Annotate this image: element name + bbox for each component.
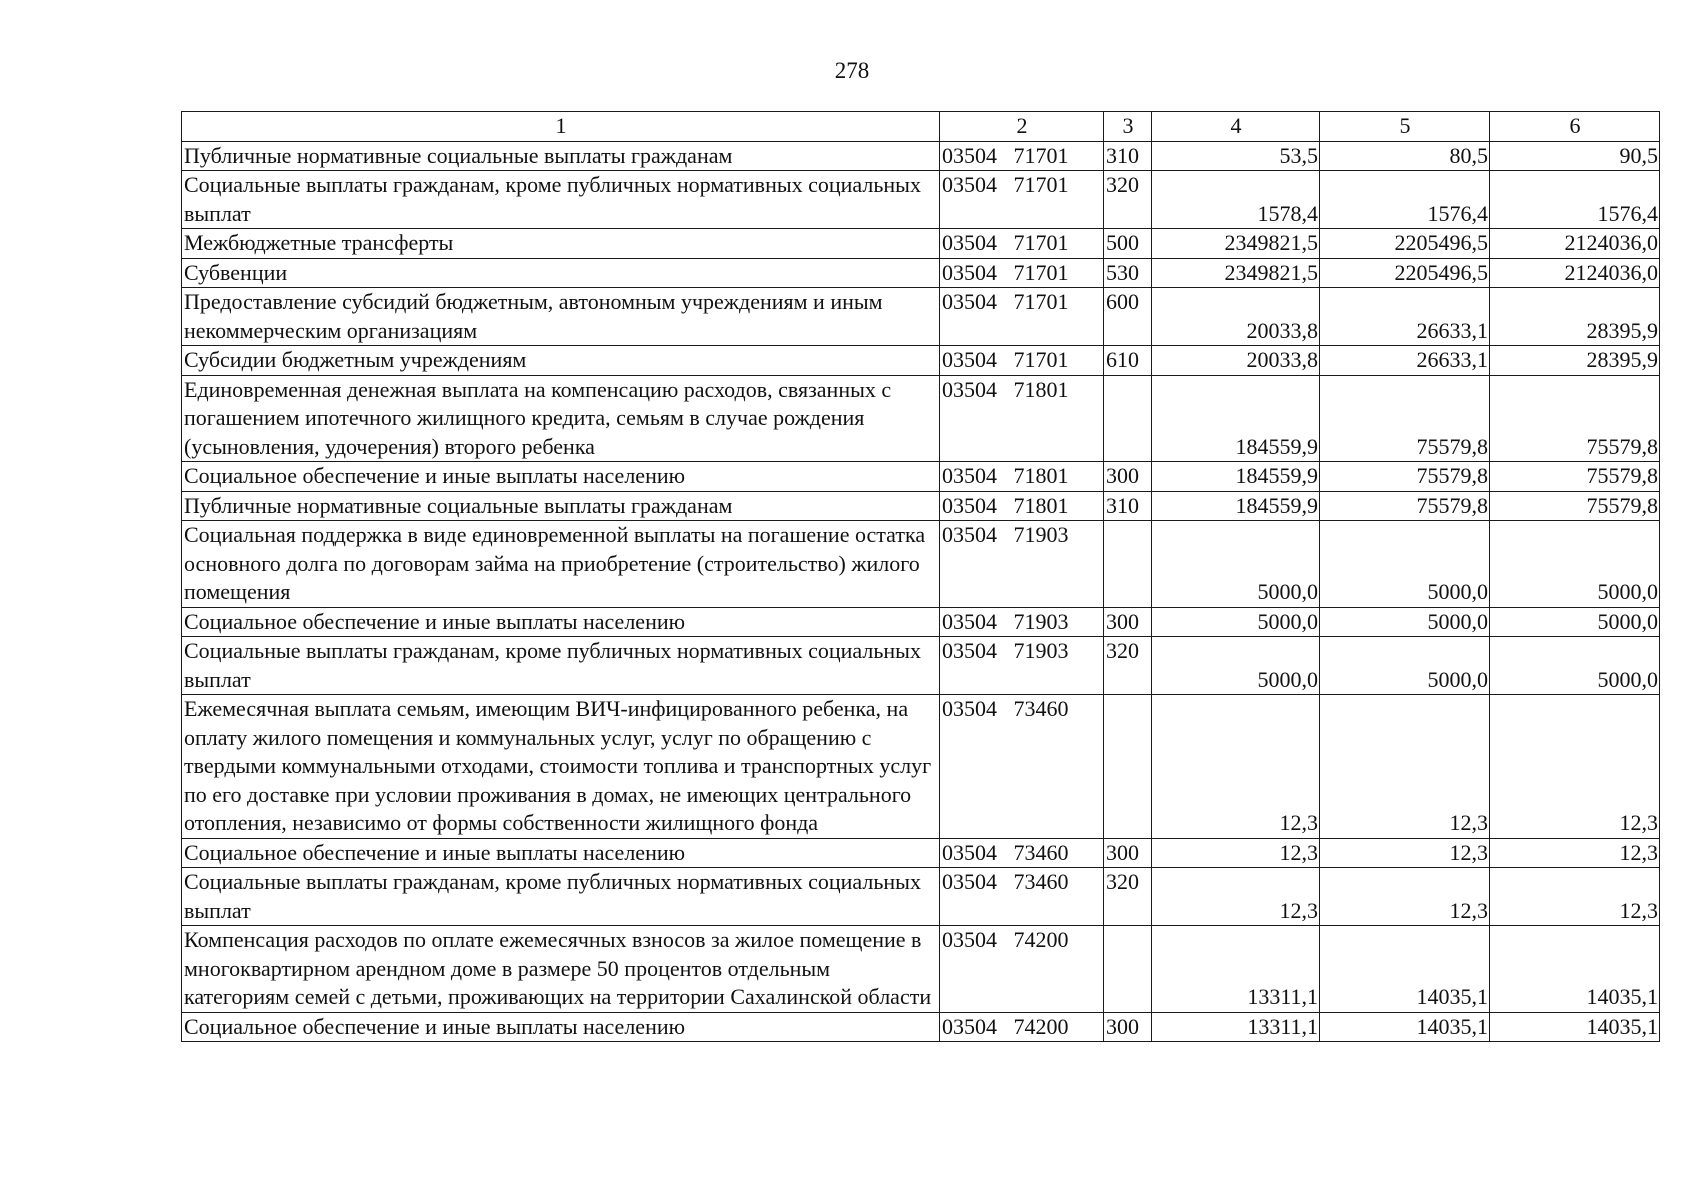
row-expense-type: 300	[1104, 462, 1152, 492]
row-expense-type: 300	[1104, 838, 1152, 868]
row-code: 03504 73460	[940, 695, 1104, 839]
column-header: 1	[182, 112, 940, 142]
row-name: Социальные выплаты гражданам, кроме публичных нормативных социальных выплат	[182, 637, 940, 695]
row-code: 03504 71903	[940, 637, 1104, 695]
row-value-col5: 5000,0	[1320, 521, 1490, 608]
table-header-row	[182, 112, 1660, 142]
row-value-col4: 53,5	[1152, 141, 1320, 171]
table-row	[182, 607, 1660, 637]
row-expense-type: 610	[1104, 346, 1152, 376]
row-expense-type	[1104, 375, 1152, 462]
row-expense-type: 310	[1104, 141, 1152, 171]
row-value-col4: 5000,0	[1152, 607, 1320, 637]
row-code: 03504 71701	[940, 288, 1104, 346]
table-row	[182, 637, 1660, 695]
row-value-col6: 75579,8	[1490, 491, 1660, 521]
row-expense-type: 500	[1104, 229, 1152, 259]
row-value-col5: 2205496,5	[1320, 229, 1490, 259]
row-value-col4: 5000,0	[1152, 637, 1320, 695]
row-value-col5: 14035,1	[1320, 1012, 1490, 1042]
table-row	[182, 926, 1660, 1013]
row-value-col5: 80,5	[1320, 141, 1490, 171]
row-code: 03504 73460	[940, 868, 1104, 926]
row-name: Социальная поддержка в виде единовременной выплаты на погашение остатка основного долга по договорам займа на приобретение (строительство) жилого помещения	[182, 521, 940, 608]
row-value-col5: 75579,8	[1320, 491, 1490, 521]
table-row	[182, 229, 1660, 259]
row-value-col5: 75579,8	[1320, 462, 1490, 492]
row-value-col4: 2349821,5	[1152, 258, 1320, 288]
row-expense-type: 320	[1104, 171, 1152, 229]
row-value-col6: 12,3	[1490, 695, 1660, 839]
row-code: 03504 71801	[940, 462, 1104, 492]
row-name: Ежемесячная выплата семьям, имеющим ВИЧ-инфицированного ребенка, на оплату жилого помещения и коммунальных услуг, услуг по обращению с твердыми коммунальными отходами, стоимости топлива и транспортных услуг по его доставке при условии проживания в домах, не имеющих центрального отопления, независимо от формы собственности жилищного фонда	[182, 695, 940, 839]
column-header: 4	[1152, 112, 1320, 142]
row-name: Публичные нормативные социальные выплаты гражданам	[182, 491, 940, 521]
row-value-col4: 2349821,5	[1152, 229, 1320, 259]
table-row	[182, 141, 1660, 171]
table-row	[182, 375, 1660, 462]
row-code: 03504 73460	[940, 838, 1104, 868]
row-value-col4: 5000,0	[1152, 521, 1320, 608]
table-body	[182, 141, 1660, 1042]
row-value-col6: 5000,0	[1490, 637, 1660, 695]
table-row	[182, 521, 1660, 608]
row-value-col6: 14035,1	[1490, 926, 1660, 1013]
page-number: 278	[834, 58, 870, 83]
row-value-col4: 184559,9	[1152, 375, 1320, 462]
row-value-col6: 28395,9	[1490, 346, 1660, 376]
row-expense-type	[1104, 695, 1152, 839]
row-code: 03504 71701	[940, 346, 1104, 376]
row-value-col4: 1578,4	[1152, 171, 1320, 229]
row-expense-type: 300	[1104, 1012, 1152, 1042]
row-value-col6: 5000,0	[1490, 607, 1660, 637]
row-expense-type: 600	[1104, 288, 1152, 346]
row-value-col5: 5000,0	[1320, 607, 1490, 637]
row-value-col4: 20033,8	[1152, 288, 1320, 346]
table-row	[182, 171, 1660, 229]
column-header: 3	[1104, 112, 1152, 142]
row-value-col5: 5000,0	[1320, 637, 1490, 695]
row-value-col6: 28395,9	[1490, 288, 1660, 346]
row-value-col5: 12,3	[1320, 695, 1490, 839]
row-value-col4: 12,3	[1152, 868, 1320, 926]
row-value-col5: 12,3	[1320, 838, 1490, 868]
row-code: 03504 71701	[940, 171, 1104, 229]
row-code: 03504 71801	[940, 375, 1104, 462]
row-expense-type: 320	[1104, 868, 1152, 926]
row-code: 03504 71701	[940, 141, 1104, 171]
row-value-col4: 184559,9	[1152, 462, 1320, 492]
row-value-col4: 20033,8	[1152, 346, 1320, 376]
row-expense-type	[1104, 521, 1152, 608]
row-code: 03504 71903	[940, 521, 1104, 608]
row-value-col6: 2124036,0	[1490, 229, 1660, 259]
table-row	[182, 1012, 1660, 1042]
row-value-col6: 75579,8	[1490, 375, 1660, 462]
row-value-col4: 13311,1	[1152, 1012, 1320, 1042]
row-value-col4: 184559,9	[1152, 491, 1320, 521]
row-value-col6: 90,5	[1490, 141, 1660, 171]
row-expense-type	[1104, 926, 1152, 1013]
row-name: Социальные выплаты гражданам, кроме публичных нормативных социальных выплат	[182, 868, 940, 926]
row-name: Предоставление субсидий бюджетным, автономным учреждениям и иным некоммерческим организациям	[182, 288, 940, 346]
row-name: Субсидии бюджетным учреждениям	[182, 346, 940, 376]
budget-table	[181, 111, 1660, 1042]
row-name: Социальное обеспечение и иные выплаты населению	[182, 462, 940, 492]
row-name: Публичные нормативные социальные выплаты гражданам	[182, 141, 940, 171]
row-value-col6: 14035,1	[1490, 1012, 1660, 1042]
row-value-col5: 2205496,5	[1320, 258, 1490, 288]
table-row	[182, 695, 1660, 839]
column-header: 5	[1320, 112, 1490, 142]
row-value-col5: 1576,4	[1320, 171, 1490, 229]
row-value-col6: 5000,0	[1490, 521, 1660, 608]
table-row	[182, 258, 1660, 288]
row-value-col5: 26633,1	[1320, 288, 1490, 346]
row-name: Субвенции	[182, 258, 940, 288]
table-row	[182, 491, 1660, 521]
table-row	[182, 346, 1660, 376]
table-row	[182, 462, 1660, 492]
row-value-col4: 13311,1	[1152, 926, 1320, 1013]
row-value-col6: 12,3	[1490, 868, 1660, 926]
row-value-col5: 26633,1	[1320, 346, 1490, 376]
row-value-col5: 75579,8	[1320, 375, 1490, 462]
table-row	[182, 868, 1660, 926]
table-row	[182, 838, 1660, 868]
row-value-col6: 12,3	[1490, 838, 1660, 868]
row-name: Социальные выплаты гражданам, кроме публичных нормативных социальных выплат	[182, 171, 940, 229]
row-expense-type: 300	[1104, 607, 1152, 637]
row-value-col5: 14035,1	[1320, 926, 1490, 1013]
row-name: Межбюджетные трансферты	[182, 229, 940, 259]
row-value-col4: 12,3	[1152, 695, 1320, 839]
table-row	[182, 288, 1660, 346]
row-expense-type: 530	[1104, 258, 1152, 288]
row-expense-type: 320	[1104, 637, 1152, 695]
row-code: 03504 71701	[940, 258, 1104, 288]
row-expense-type: 310	[1104, 491, 1152, 521]
row-value-col6: 75579,8	[1490, 462, 1660, 492]
row-name: Социальное обеспечение и иные выплаты населению	[182, 838, 940, 868]
row-code: 03504 71903	[940, 607, 1104, 637]
row-name: Компенсация расходов по оплате ежемесячных взносов за жилое помещение в многоквартирном арендном доме в размере 50 процентов отдельным категориям семей с детьми, проживающих на территории Сахалинской области	[182, 926, 940, 1013]
column-header: 2	[940, 112, 1104, 142]
row-value-col6: 2124036,0	[1490, 258, 1660, 288]
row-code: 03504 74200	[940, 1012, 1104, 1042]
row-name: Социальное обеспечение и иные выплаты населению	[182, 1012, 940, 1042]
row-value-col6: 1576,4	[1490, 171, 1660, 229]
row-code: 03504 74200	[940, 926, 1104, 1013]
row-name: Социальное обеспечение и иные выплаты населению	[182, 607, 940, 637]
row-code: 03504 71801	[940, 491, 1104, 521]
column-header: 6	[1490, 112, 1660, 142]
row-name: Единовременная денежная выплата на компенсацию расходов, связанных с погашением ипотечного жилищного кредита, семьям в случае рождения (усыновления, удочерения) второго ребенка	[182, 375, 940, 462]
row-code: 03504 71701	[940, 229, 1104, 259]
row-value-col4: 12,3	[1152, 838, 1320, 868]
row-value-col5: 12,3	[1320, 868, 1490, 926]
